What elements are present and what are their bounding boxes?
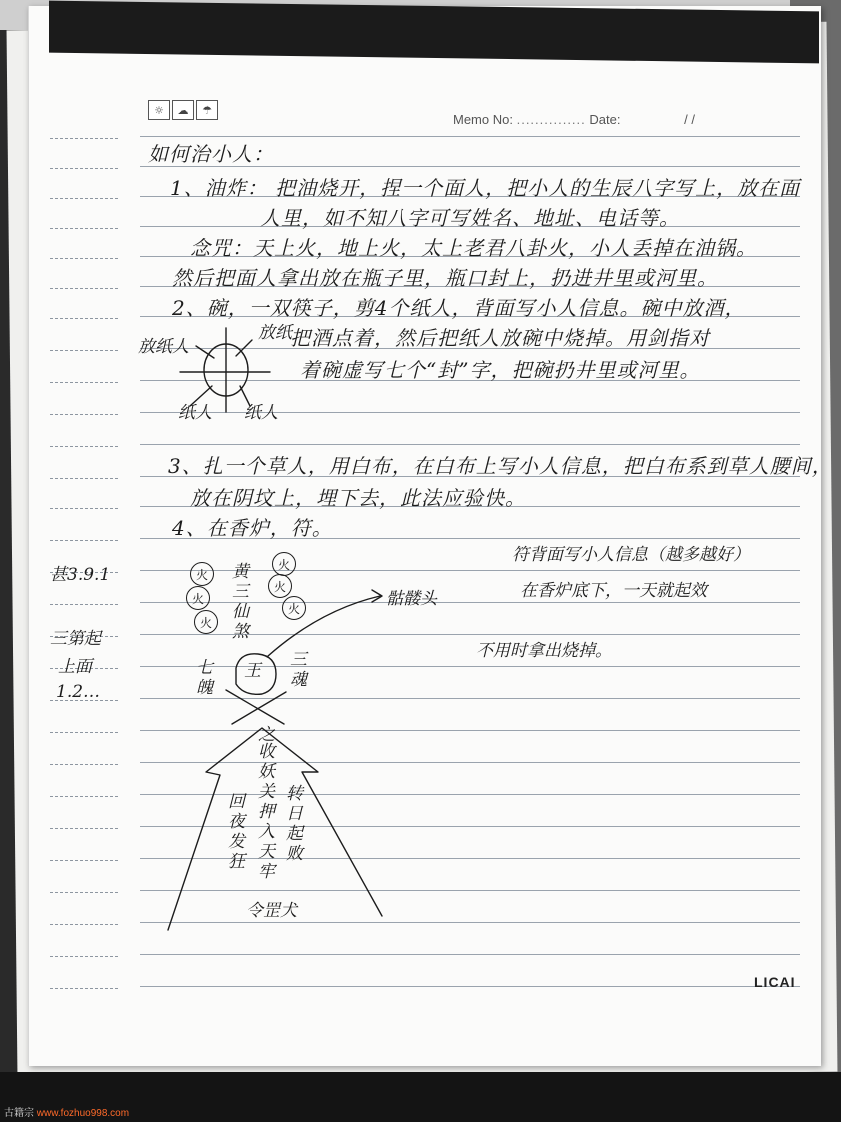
note-line-5: 2、碗，一双筷子，剪4个纸人，背面写小人信息。碗中放酒， (172, 296, 746, 320)
note-line-1: 1、油炸： 把油烧开，捏一个面人，把小人的生辰八字写上，放在面 (170, 176, 801, 200)
ruled-line (140, 986, 800, 987)
note-title: 如何治小人： (148, 142, 274, 166)
bowl-label-left: 放纸人 (138, 337, 189, 357)
ruled-line (140, 762, 800, 763)
fire-glyph: 火 (190, 562, 214, 586)
margin-dash (50, 764, 118, 765)
fire-glyph: 火 (282, 596, 306, 620)
watermark-url: www.fozhuo998.com (36, 1108, 130, 1119)
watermark (4, 1104, 129, 1119)
talisman-left-inner: 回夜发狂 (228, 792, 245, 872)
margin-dash (50, 288, 118, 289)
margin-dash (50, 228, 118, 229)
talisman-right-side: 三魂 (290, 650, 307, 690)
margin-dash (50, 350, 118, 351)
weather-icons (148, 100, 218, 120)
margin-dash (50, 382, 118, 383)
margin-dash (50, 168, 118, 169)
talisman-head-glyph: 王 (244, 661, 261, 681)
ruled-line (140, 698, 800, 699)
margin-note-1: 甚3.9.1 (50, 565, 111, 585)
sun-icon: ☼ (148, 100, 170, 120)
memo-header (148, 100, 798, 134)
note-line-4: 然后把面人拿出放在瓶子里，瓶口封上，扔进井里或河里。 (172, 266, 718, 290)
margin-dash (50, 860, 118, 861)
memo-label: Memo No: (453, 112, 513, 127)
memo-blank: ............... (516, 112, 586, 127)
margin-note-3: 上面 (58, 657, 92, 677)
note-line-8: 3、扎一个草人，用白布，在白布上写小人信息，把白布系到草人腰间， (168, 454, 833, 478)
cloud-icon: ☁ (172, 100, 194, 120)
note-line-3: 念咒：天上火，地上火，太上老君八卦火，小人丢掉在油锅。 (190, 236, 757, 260)
skull-label: 骷髅头 (386, 589, 437, 609)
ruled-line (140, 136, 800, 137)
margin-dash (50, 828, 118, 829)
ruled-line (140, 922, 800, 923)
talisman-left-column: 黄三仙煞 (232, 562, 249, 642)
margin-dash (50, 988, 118, 989)
fire-glyph: 火 (186, 586, 210, 610)
date-label: Date: (589, 112, 621, 127)
margin-dash (50, 446, 118, 447)
talisman-center-column: 收妖关押入天牢 (258, 742, 275, 882)
fire-glyph: 火 (272, 552, 296, 576)
margin-dash (50, 198, 118, 199)
margin-dash (50, 258, 118, 259)
ruled-line (140, 444, 800, 445)
margin-dash (50, 318, 118, 319)
margin-dash (50, 892, 118, 893)
ruled-line (140, 954, 800, 955)
note-line-9: 放在阴坟上，埋下去，此法应验快。 (190, 486, 526, 510)
note-line-2: 人里，如不知八字可写姓名、地址、电话等。 (260, 206, 680, 230)
margin-note-4: 1.2… (56, 682, 101, 702)
talisman-bottom: 令罡犬 (246, 901, 297, 921)
margin-dash (50, 924, 118, 925)
margin-dash (50, 604, 118, 605)
note-line-7: 着碗虚写七个“封”字，把碗扔井里或河里。 (300, 358, 701, 382)
margin-dash (50, 732, 118, 733)
note-line-6: 把酒点着，然后把纸人放碗中烧掉。用剑指对 (290, 326, 710, 350)
ruled-line (140, 730, 800, 731)
fire-glyph: 火 (194, 610, 218, 634)
talisman-note-3: 不用时拿出烧掉。 (476, 641, 612, 661)
margin-dash (50, 414, 118, 415)
rain-icon: ☂ (196, 100, 218, 120)
talisman-note-1: 符背面写小人信息（越多越好） (512, 545, 750, 565)
margin-dash (50, 796, 118, 797)
note-line-10: 4、在香炉，符。 (172, 516, 333, 540)
ruled-line (140, 890, 800, 891)
margin-dash (50, 540, 118, 541)
top-shadow-band (49, 1, 819, 64)
fire-glyph: 火 (268, 574, 292, 598)
margin-dash (50, 478, 118, 479)
margin-dash (50, 956, 118, 957)
talisman-right-inner: 转日起败 (286, 784, 303, 864)
talisman-note-2: 在香炉底下，一天就起效 (520, 581, 707, 601)
bowl-label-bottom-right: 纸人 (244, 403, 278, 423)
talisman-top-mark: 之 (258, 725, 275, 745)
date-value: / / (684, 112, 695, 127)
margin-dash (50, 508, 118, 509)
talisman-left-side: 七魄 (196, 658, 213, 698)
ruled-line (140, 666, 800, 667)
watermark-site: 古籍宗 (4, 1108, 34, 1119)
bowl-label-right: 放纸 (258, 323, 292, 343)
memo-fields (453, 112, 695, 127)
notebook-page (28, 6, 821, 1066)
bowl-label-bottom-left: 纸人 (178, 403, 212, 423)
margin-dash (50, 138, 118, 139)
ruled-line (140, 412, 800, 413)
notebook-brand: LICAI (754, 974, 796, 990)
margin-note-2: 三第起 (50, 629, 101, 649)
